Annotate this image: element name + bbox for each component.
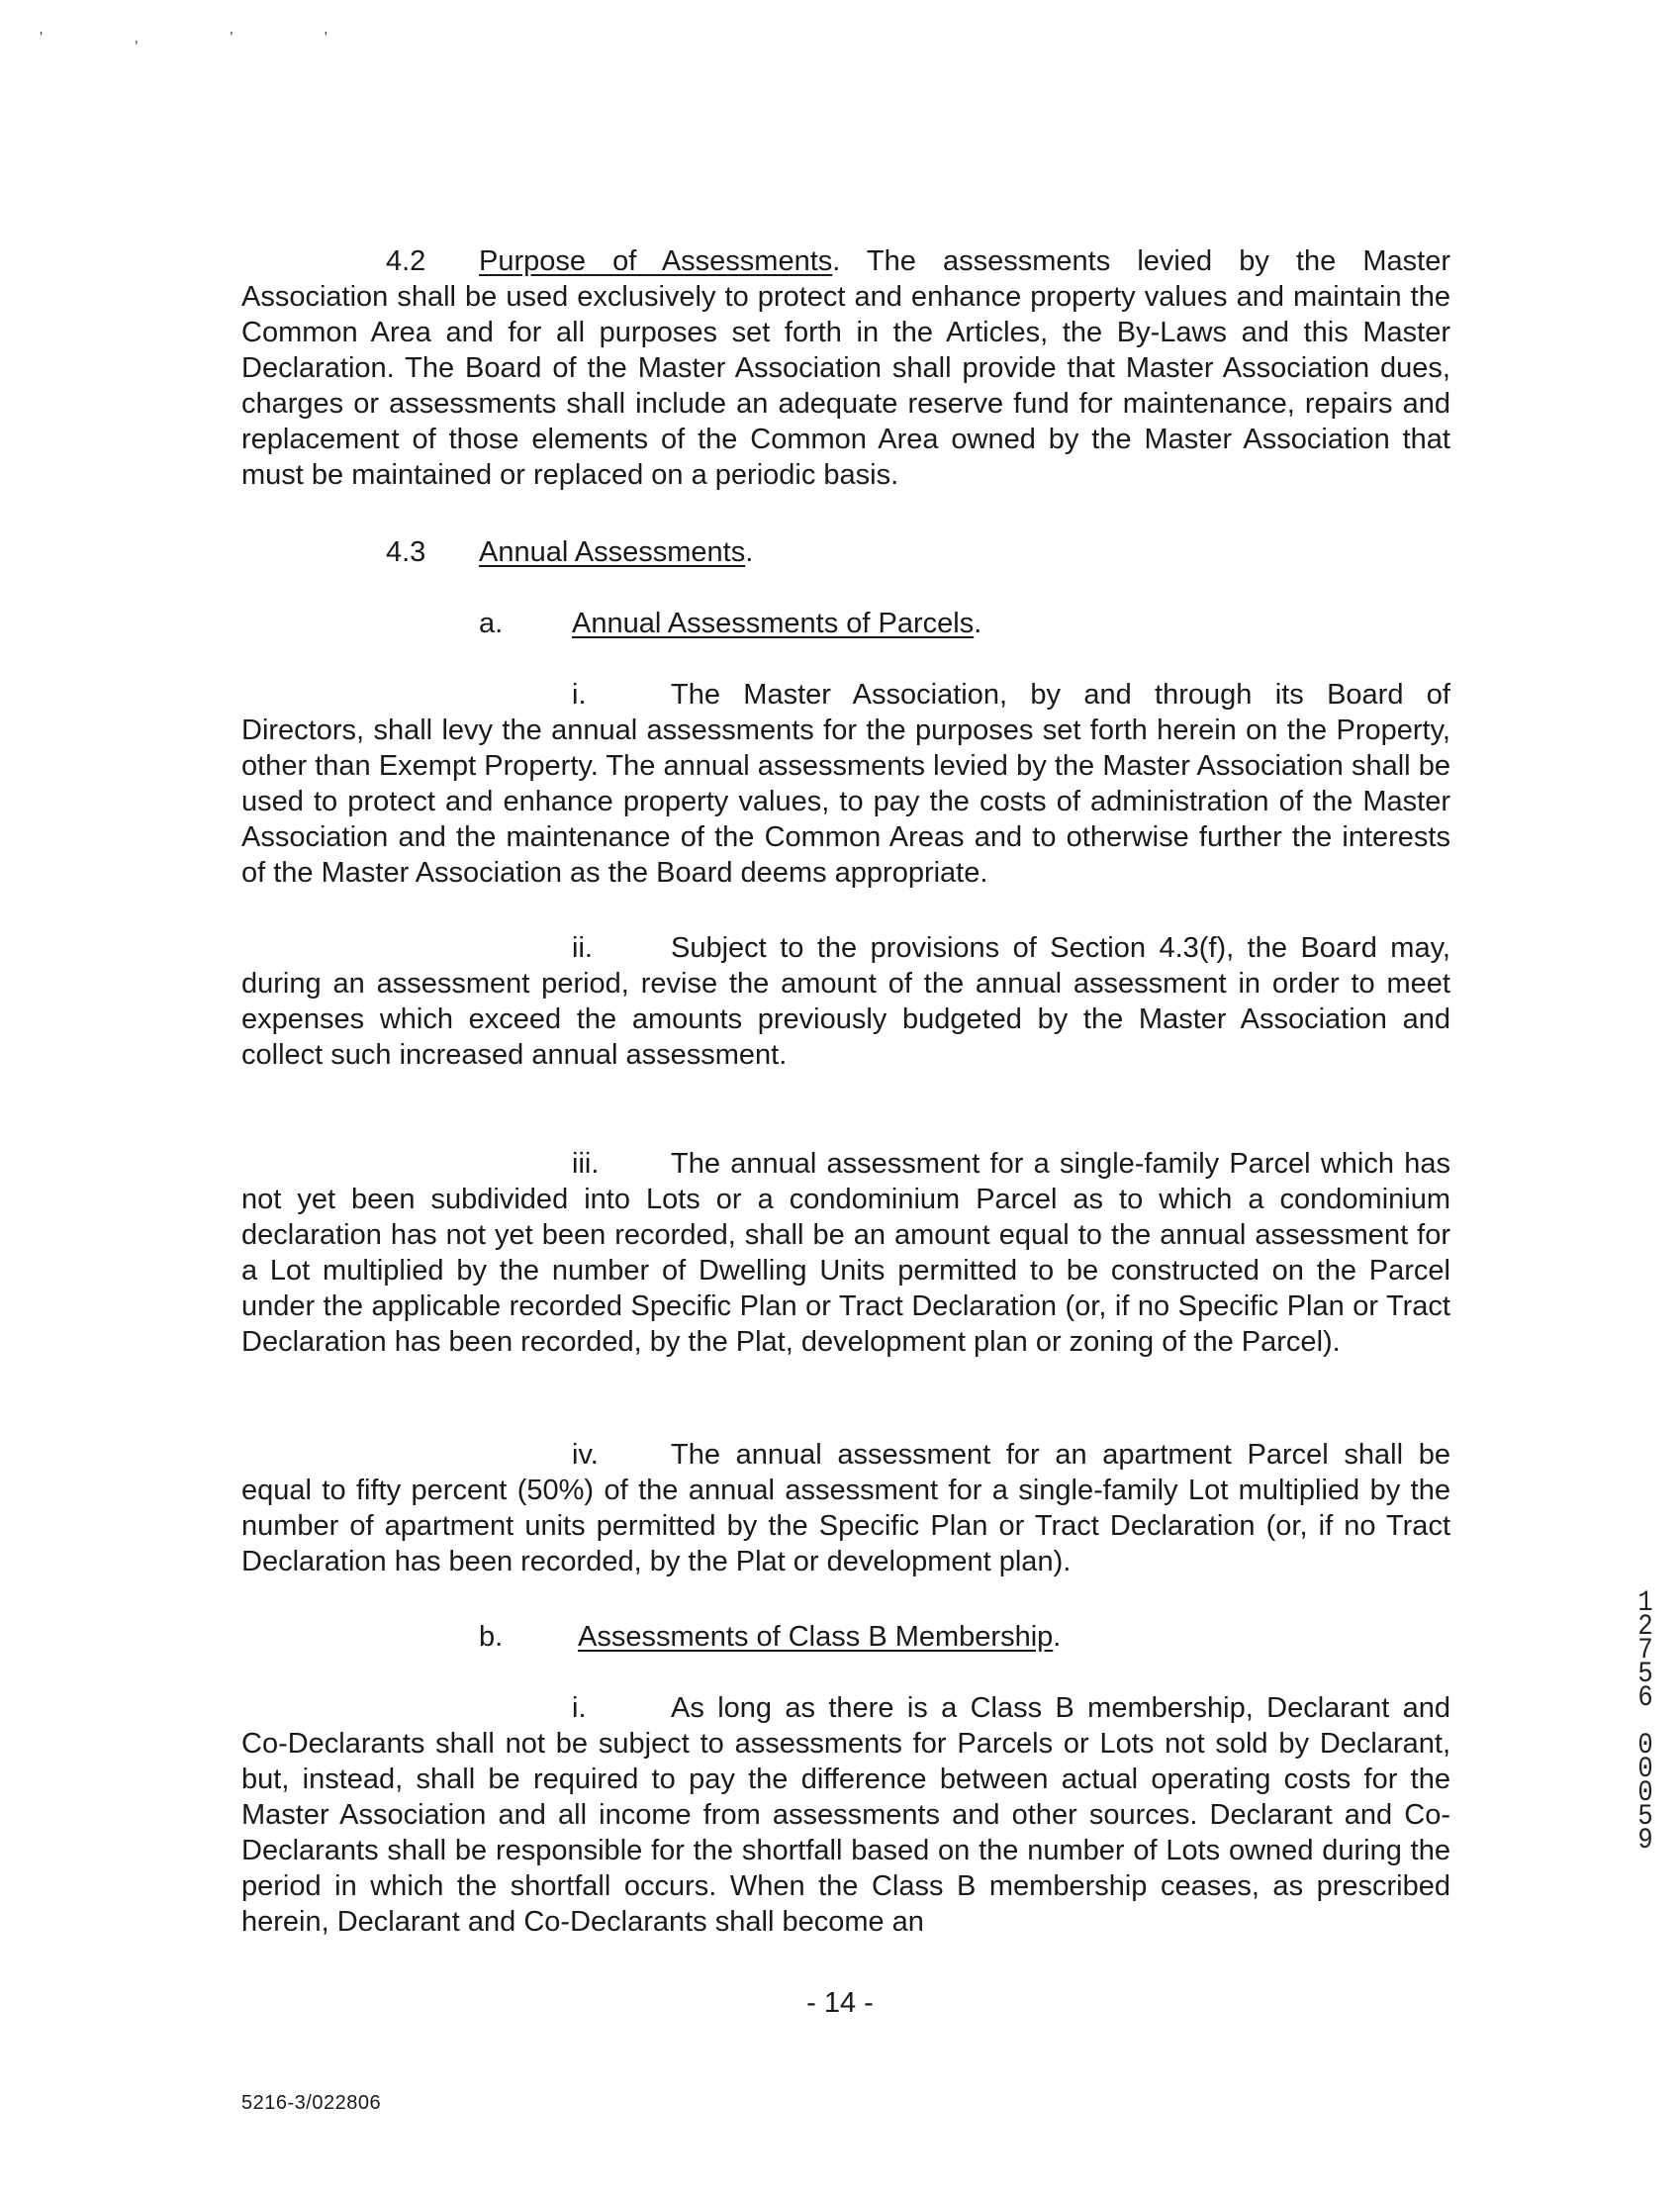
para-a-iii [241,1146,1450,1360]
para-a-iv-numeral: iv. [572,1439,599,1471]
subsection-a-letter: a. [479,608,504,639]
para-a-iii-text: The annual assessment for a single-family Parcel which has not yet been subdivided into Lots or a condominium Parcel as to which a condominium declaration has not yet been recorded, shall be an amount equal to the annual assessment for a Lot multiplied by the number of Dwelling Units permitted to be constructed on the Parcel under the applicable recorded Specific Plan or Tract Declaration (or, if no Specific Plan or Tract Declaration has been recorded, by the Plat, development plan or zoning of the Parcel). [241,1148,1450,1358]
para-a-ii-numeral: ii. [572,932,593,964]
section-4-2-number: 4.2 [386,245,426,277]
section-4-2-text: . The assessments levied by the Master Association shall be used exclusively to protect and enhance property values and maintain the Common Area and for all purposes set forth in the Articles, the By-Laws and this Master Declaration. The Board of the Master Association shall provide that Master Association dues, charges or assessments shall include an adequate reserve fund for maintenance, repairs and replacement of those elements of the Common Area owned by the Master Association that must be maintained or replaced on a periodic basis. [241,245,1450,491]
subsection-a-heading [479,606,981,641]
subsection-b-suffix: . [1053,1621,1062,1653]
subsection-a-title: Annual Assessments of Parcels [572,608,975,639]
para-a-iv-text: The annual assessment for an apartment Parcel shall be equal to fifty percent (50%) of the annual assessment for a single-family Lot multiplied by the number of apartment units permitted by the Specific Plan or Tract Declaration (or, if no Tract Declaration has been recorded, by the Plat or development plan). [241,1439,1450,1577]
stamp-digit: 9 [1637,1824,1653,1858]
stamp-digit: 0 [1637,1776,1653,1810]
document-id: 5216-3/022806 [241,2092,382,2114]
subsection-b-heading [479,1619,1061,1655]
stamp-digit: 5 [1637,1800,1653,1834]
stamp-digit: 0 [1637,1729,1653,1763]
subsection-b-letter: b. [479,1621,504,1653]
para-a-i [241,677,1450,891]
scan-specks: ' , ' ' [40,30,371,47]
para-a-i-numeral: i. [572,679,587,711]
subsection-a-suffix: . [974,608,982,639]
para-b-i [241,1690,1450,1940]
para-a-iv [241,1437,1450,1579]
section-4-3-heading [386,534,753,570]
stamp-digit: 2 [1637,1610,1653,1644]
para-a-ii [241,930,1450,1073]
section-4-3-title: Annual Assessments [479,536,746,568]
para-a-iii-numeral: iii. [572,1148,600,1180]
section-4-3-number: 4.3 [386,536,426,568]
section-4-2-title: Purpose of Assessments [479,245,833,277]
stamp-digit: 0 [1637,1753,1653,1786]
section-4-2-paragraph [241,243,1450,493]
para-b-i-text: As long as there is a Class B membership, Declarant and Co-Declarants shall not be subject to assessments for Parcels or Lots not sold by Declarant, but, instead, shall be required to pay the difference between actual operating costs for the Master Association and all income from assessments and other sources. Declarant and Co-Declarants shall be responsible for the shortfall based on the number of Lots owned during the period in which the shortfall occurs. When the Class B membership ceases, as prescribed herein, Declarant and Co-Declarants shall become an [241,1692,1450,1938]
subsection-b-title: Assessments of Class B Membership [578,1621,1054,1653]
section-4-3-suffix: . [745,536,754,568]
stamp-digit: 6 [1637,1681,1653,1715]
stamp-digit: 5 [1637,1658,1653,1691]
para-b-i-numeral: i. [572,1692,587,1724]
stamp-digit: 1 [1637,1586,1653,1620]
page-number: - 14 - [806,1987,874,2019]
recording-stamp [1629,1586,1662,1858]
para-a-i-text: The Master Association, by and through its Board of Directors, shall levy the annual assessments for the purposes set forth herein on the Property, other than Exempt Property. The annual assessments levied by the Master Association shall be used to protect and enhance property values, to pay the costs of administration of the Master Association and the maintenance of the Common Areas and to otherwise further the interests of the Master Association as the Board deems appropriate. [241,679,1450,889]
stamp-digit: 7 [1637,1634,1653,1668]
para-a-ii-text: Subject to the provisions of Section 4.3(f), the Board may, during an assessment period, revise the amount of the annual assessment in order to meet expenses which exceed the amounts previously budgeted by the Master Association and collect such increased annual assessment. [241,932,1450,1071]
